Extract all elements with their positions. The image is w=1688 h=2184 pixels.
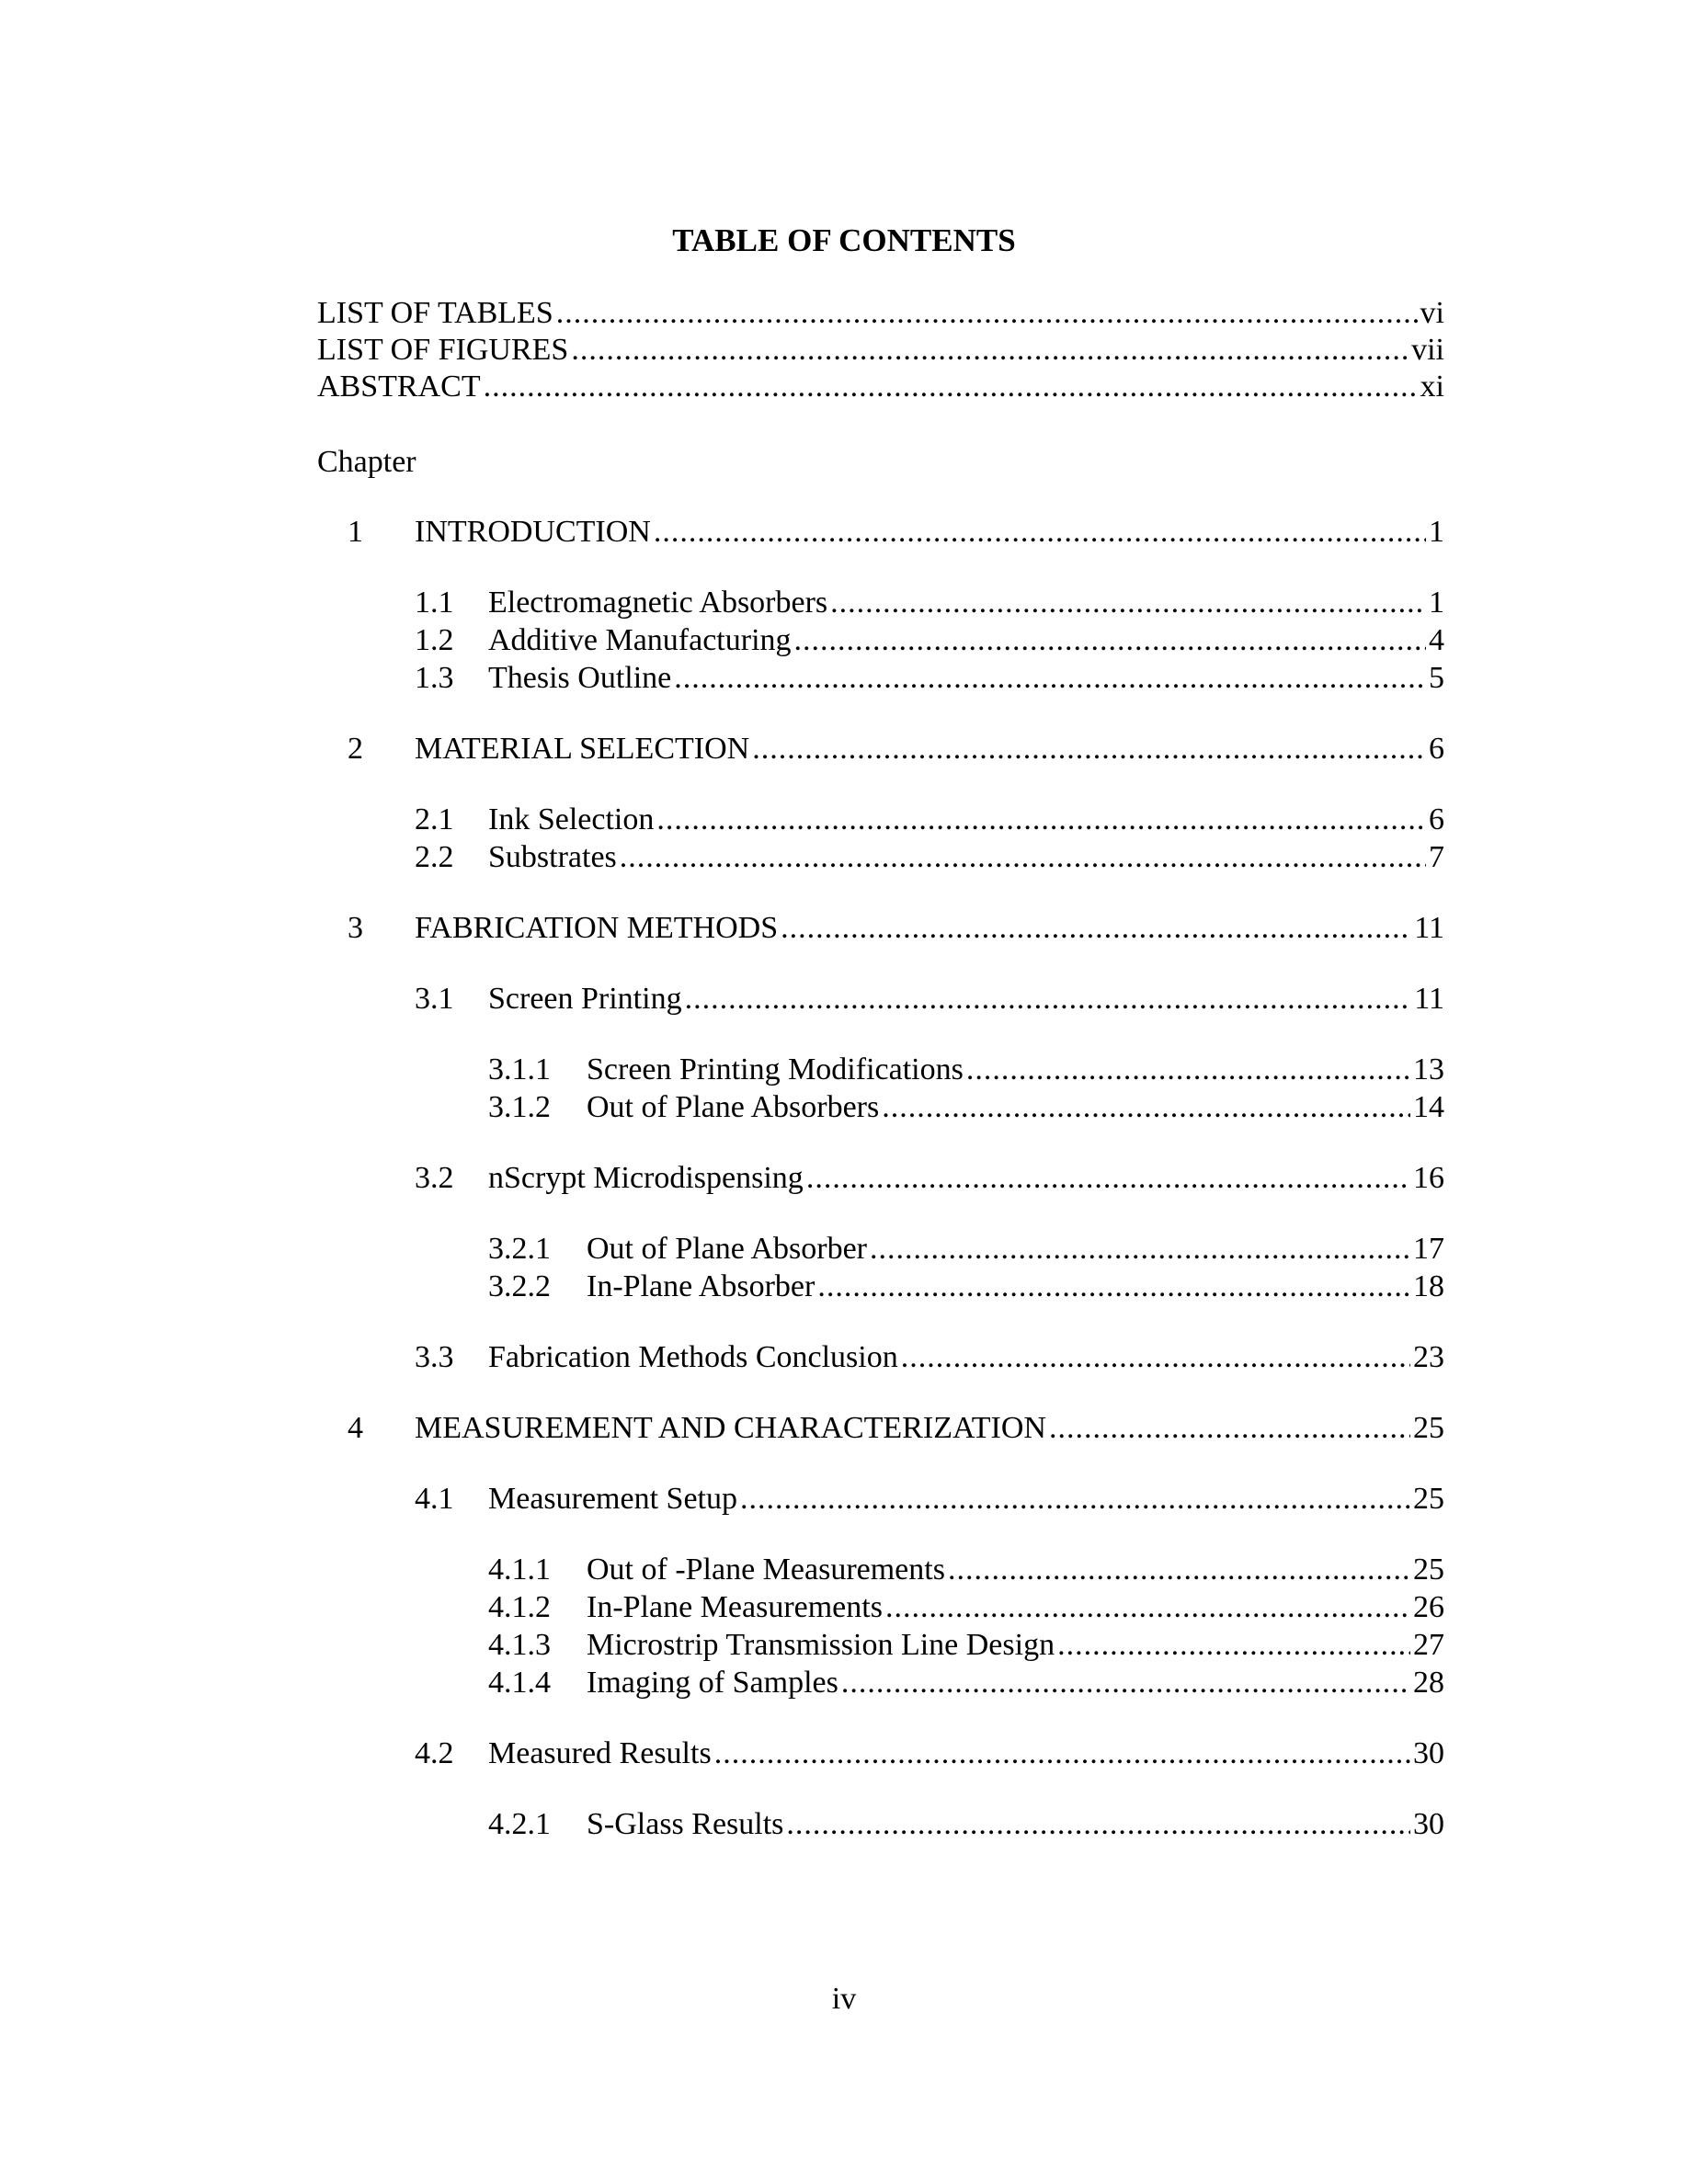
toc-entry-page: 25	[1413, 1411, 1444, 1445]
toc-entry-page: 18	[1413, 1269, 1444, 1303]
subsection-number: 4.1.3	[488, 1628, 551, 1662]
section-number: 4.2	[415, 1736, 454, 1770]
dot-leader	[654, 513, 1426, 552]
section-title: Thesis Outline	[488, 661, 672, 695]
chapter-number: 4	[348, 1411, 363, 1445]
toc-section-4-1[interactable]	[415, 1480, 1444, 1519]
section-title: nScrypt Microdispensing	[488, 1161, 804, 1195]
toc-entry-page: 26	[1413, 1590, 1444, 1624]
chapter-number: 3	[348, 911, 363, 945]
section-title: Additive Manufacturing	[488, 623, 792, 657]
chapter-title: MATERIAL SELECTION	[415, 732, 750, 766]
toc-entry-page: 16	[1413, 1161, 1444, 1195]
toc-entry-page: 25	[1413, 1482, 1444, 1516]
section-title: Screen Printing	[488, 982, 682, 1016]
toc-entry-page: 1	[1429, 586, 1444, 620]
chapter-label: Chapter	[317, 445, 416, 479]
dot-leader	[740, 1480, 1410, 1519]
toc-entry-list-of-tables[interactable]	[317, 294, 1444, 333]
toc-entry-page: 11	[1414, 911, 1444, 945]
toc-subsection-3-1-2[interactable]	[488, 1088, 1444, 1127]
dot-leader	[685, 980, 1412, 1018]
toc-entry-text: LIST OF TABLES	[317, 296, 553, 330]
toc-entry-page: 1	[1429, 515, 1444, 549]
subsection-number: 4.2.1	[488, 1807, 551, 1841]
toc-entry-page: 4	[1429, 623, 1444, 657]
toc-section-2-2[interactable]	[415, 838, 1444, 877]
toc-entry-page: vi	[1420, 296, 1444, 330]
dot-leader	[1057, 1626, 1410, 1665]
dot-leader	[556, 294, 1418, 333]
subsection-number: 3.2.2	[488, 1269, 551, 1303]
section-number: 2.2	[415, 840, 454, 874]
dot-leader	[948, 1551, 1410, 1589]
dot-leader	[901, 1338, 1410, 1377]
toc-entry-page: 27	[1413, 1628, 1444, 1662]
chapter-title: FABRICATION METHODS	[415, 911, 779, 945]
section-number: 4.1	[415, 1482, 454, 1516]
chapter-title: INTRODUCTION	[415, 515, 651, 549]
section-number: 1.2	[415, 623, 454, 657]
toc-subsection-4-1-4[interactable]	[488, 1664, 1444, 1702]
subsection-title: Out of -Plane Measurements	[587, 1553, 945, 1587]
dot-leader	[1049, 1409, 1410, 1448]
subsection-title: S-Glass Results	[587, 1807, 784, 1841]
toc-entry-page: 28	[1413, 1666, 1444, 1700]
toc-subsection-4-1-1[interactable]	[488, 1551, 1444, 1589]
dot-leader	[830, 584, 1426, 622]
section-title: Ink Selection	[488, 802, 655, 836]
toc-subsection-3-2-2[interactable]	[488, 1268, 1444, 1306]
toc-entry-page: 30	[1413, 1807, 1444, 1841]
section-title: Measurement Setup	[488, 1482, 737, 1516]
toc-entry-page: 5	[1429, 661, 1444, 695]
toc-section-2-1[interactable]	[415, 801, 1444, 839]
page-title: TABLE OF CONTENTS	[672, 222, 1016, 258]
toc-entry-page: 17	[1413, 1232, 1444, 1266]
section-title: Electromagnetic Absorbers	[488, 586, 828, 620]
toc-entry-page: xi	[1420, 370, 1444, 404]
toc-section-4-2[interactable]	[415, 1735, 1444, 1773]
subsection-title: Microstrip Transmission Line Design	[587, 1628, 1055, 1662]
subsection-number: 4.1.1	[488, 1553, 551, 1587]
toc-entry-page: 25	[1413, 1553, 1444, 1587]
dot-leader	[752, 730, 1426, 768]
dot-leader	[674, 659, 1426, 698]
toc-entry-page: 14	[1413, 1090, 1444, 1124]
toc-entry-page: 30	[1413, 1736, 1444, 1770]
toc-entry-page: 13	[1413, 1052, 1444, 1086]
subsection-number: 3.2.1	[488, 1232, 551, 1266]
toc-entry-page: vii	[1411, 333, 1444, 367]
subsection-title: Imaging of Samples	[587, 1666, 838, 1700]
subsection-title: In-Plane Absorber	[587, 1269, 815, 1303]
toc-chapter-3[interactable]	[348, 909, 1444, 948]
dot-leader	[882, 1088, 1410, 1127]
toc-subsection-3-1-1[interactable]	[488, 1051, 1444, 1089]
section-title: Substrates	[488, 840, 617, 874]
toc-section-3-3[interactable]	[415, 1338, 1444, 1377]
toc-entry-text: ABSTRACT	[317, 370, 481, 404]
dot-leader	[841, 1664, 1410, 1702]
subsection-title: Out of Plane Absorber	[587, 1232, 868, 1266]
toc-entry-list-of-figures[interactable]	[317, 331, 1444, 370]
dot-leader	[817, 1268, 1410, 1306]
section-title: Fabrication Methods Conclusion	[488, 1340, 898, 1374]
dot-leader	[656, 801, 1426, 839]
subsection-title: Screen Printing Modifications	[587, 1052, 964, 1086]
chapter-number: 1	[348, 515, 363, 549]
section-number: 1.3	[415, 661, 454, 695]
dot-leader	[714, 1735, 1410, 1773]
section-number: 1.1	[415, 586, 454, 620]
toc-entry-page: 11	[1414, 982, 1444, 1016]
chapter-title: MEASUREMENT AND CHARACTERIZATION	[415, 1411, 1046, 1445]
subsection-title: In-Plane Measurements	[587, 1590, 883, 1624]
subsection-title: Out of Plane Absorbers	[587, 1090, 880, 1124]
section-title: Measured Results	[488, 1736, 712, 1770]
dot-leader	[781, 909, 1411, 948]
toc-entry-text: LIST OF FIGURES	[317, 333, 569, 367]
dot-leader	[484, 368, 1418, 406]
dot-leader	[786, 1805, 1410, 1844]
toc-subsection-4-1-2[interactable]	[488, 1588, 1444, 1627]
toc-section-3-2[interactable]	[415, 1159, 1444, 1198]
dot-leader	[806, 1159, 1410, 1198]
toc-section-3-1[interactable]	[415, 980, 1444, 1018]
page-number: iv	[831, 1982, 857, 2016]
toc-entry-page: 6	[1429, 802, 1444, 836]
toc-section-1-1[interactable]	[415, 584, 1444, 622]
toc-entry-page: 23	[1413, 1340, 1444, 1374]
subsection-number: 4.1.4	[488, 1666, 551, 1700]
subsection-number: 3.1.2	[488, 1090, 551, 1124]
toc-chapter-2[interactable]	[348, 730, 1444, 768]
section-number: 2.1	[415, 802, 454, 836]
dot-leader	[885, 1588, 1410, 1627]
section-number: 3.1	[415, 982, 454, 1016]
dot-leader	[794, 621, 1426, 660]
toc-subsection-4-1-3[interactable]	[488, 1626, 1444, 1665]
dot-leader	[620, 838, 1426, 877]
toc-chapter-1[interactable]	[348, 513, 1444, 552]
dot-leader	[966, 1051, 1410, 1089]
toc-subsection-3-2-1[interactable]	[488, 1230, 1444, 1268]
chapter-number: 2	[348, 732, 363, 766]
subsection-number: 4.1.2	[488, 1590, 551, 1624]
toc-subsection-4-2-1[interactable]	[488, 1805, 1444, 1844]
toc-section-1-2[interactable]	[415, 621, 1444, 660]
toc-entry-page: 7	[1429, 840, 1444, 874]
dot-leader	[870, 1230, 1410, 1268]
toc-entry-page: 6	[1429, 732, 1444, 766]
toc-section-1-3[interactable]	[415, 659, 1444, 698]
dot-leader	[571, 331, 1409, 370]
subsection-number: 3.1.1	[488, 1052, 551, 1086]
toc-chapter-4[interactable]	[348, 1409, 1444, 1448]
section-number: 3.3	[415, 1340, 454, 1374]
toc-entry-abstract[interactable]	[317, 368, 1444, 406]
section-number: 3.2	[415, 1161, 454, 1195]
